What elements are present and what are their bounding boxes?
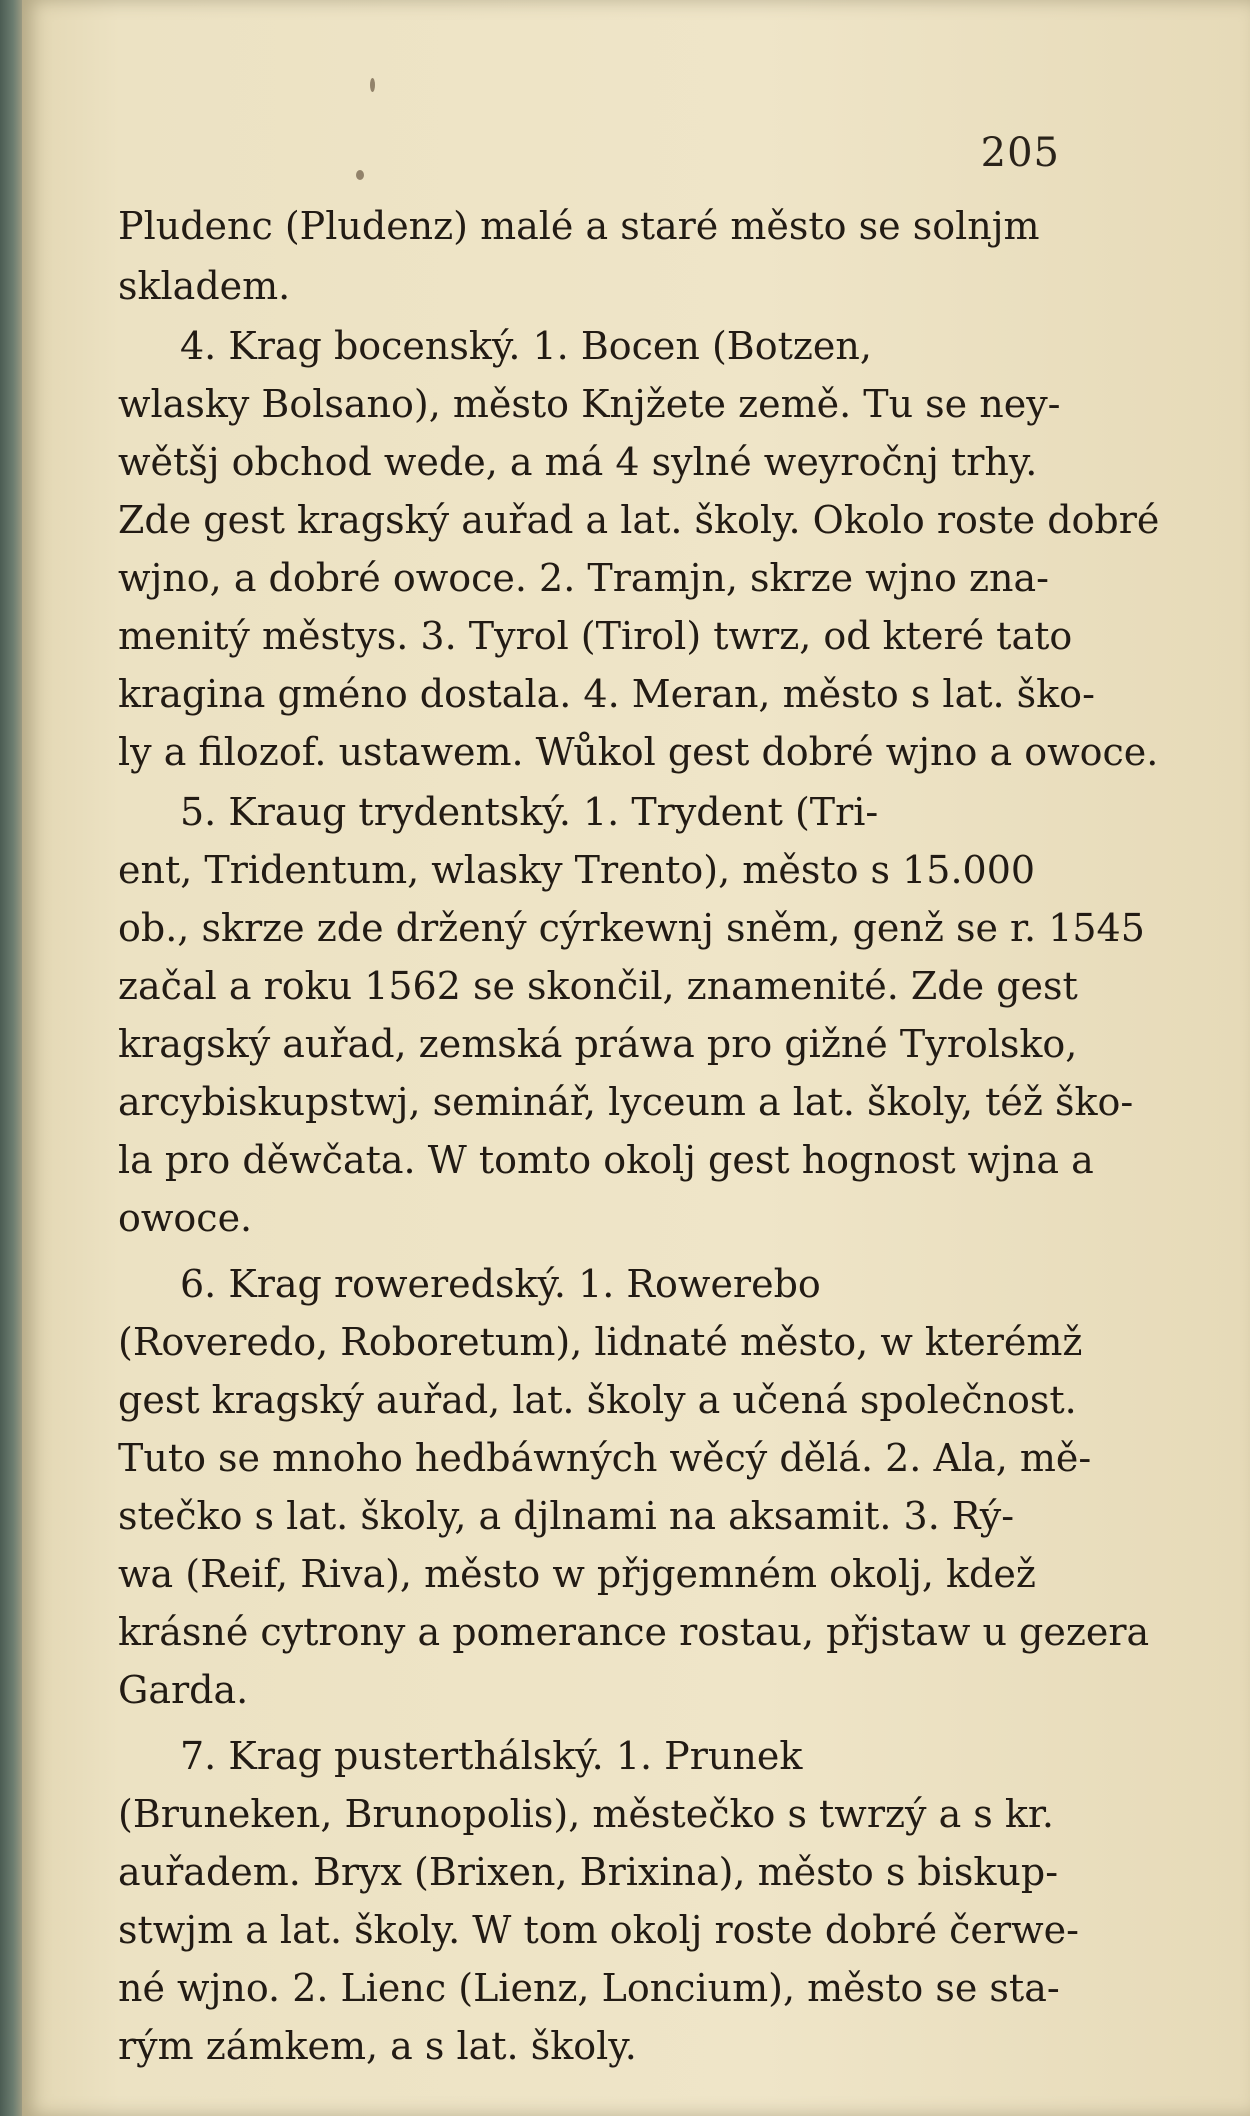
text-line: krásné cytrony a pomerance rostau, přjstaw u gezera <box>118 1610 1150 1654</box>
text-line: menitý městys. 3. Tyrol (Tirol) twrz, od které tato <box>118 614 1073 658</box>
text-line: la pro děwčata. W tomto okolj gest hognost wjna a <box>118 1138 1094 1182</box>
text-line: wa (Reif, Riva), město w přjgemném okolj, kdež <box>118 1552 1036 1596</box>
page-number: 205 <box>980 130 1060 176</box>
text-line: stwjm a lat. školy. W tom okolj roste dobré čerwe- <box>118 1908 1079 1952</box>
text-line: 5. Kraug trydentský. 1. Trydent (Tri- <box>180 790 879 834</box>
text-line: (Bruneken, Brunopolis), městečko s twrzý a s kr. <box>118 1792 1054 1836</box>
text-line: né wjno. 2. Lienc (Lienz, Loncium), město se sta- <box>118 1966 1060 2010</box>
text-line: Garda. <box>118 1668 249 1712</box>
book-gutter <box>0 0 22 2116</box>
text-line: ent, Tridentum, wlasky Trento), město s 15.000 <box>118 848 1036 892</box>
text-line: Zde gest kragský auřad a lat. školy. Okolo roste dobré <box>118 498 1160 542</box>
text-line: (Roveredo, Roboretum), lidnaté město, w kterémž <box>118 1320 1083 1364</box>
text-line: skladem. <box>118 264 291 308</box>
text-line: wjno, a dobré owoce. 2. Tramjn, skrze wjno zna- <box>118 556 1049 600</box>
text-line: arcybiskupstwj, seminář, lyceum a lat. školy, též ško- <box>118 1080 1134 1124</box>
text-line: kragský auřad, zemská práwa pro gižné Tyrolsko, <box>118 1022 1078 1066</box>
text-line: začal a roku 1562 se skončil, znamenité. Zde gest <box>118 964 1078 1008</box>
ink-spot <box>370 78 375 92</box>
text-line: auřadem. Bryx (Brixen, Brixina), město s biskup- <box>118 1850 1059 1894</box>
text-line: 6. Krag roweredský. 1. Rowerebo <box>180 1262 821 1306</box>
text-line: wětšj obchod wede, a má 4 sylné weyročnj trhy. <box>118 440 1038 484</box>
text-line: wlasky Bolsano), město Knjžete země. Tu se ney- <box>118 382 1061 426</box>
text-line: owoce. <box>118 1196 253 1240</box>
text-line: rým zámkem, a s lat. školy. <box>118 2024 637 2068</box>
text-line: ob., skrze zde držený cýrkewnj sněm, genž se r. 1545 <box>118 906 1145 950</box>
text-line: ly a filozof. ustawem. Wůkol gest dobré wjno a owoce. <box>118 730 1159 774</box>
text-line: Tuto se mnoho hedbáwných wěcý dělá. 2. Ala, mě- <box>118 1436 1092 1480</box>
text-line: 4. Krag bocenský. 1. Bocen (Botzen, <box>180 324 872 368</box>
text-line: gest kragský auřad, lat. školy a učená společnost. <box>118 1378 1077 1422</box>
text-line: stečko s lat. školy, a djlnami na aksamit. 3. Rý- <box>118 1494 1015 1538</box>
text-line: Pludenc (Pludenz) malé a staré město se solnjm <box>118 204 1040 248</box>
text-line: kragina gméno dostala. 4. Meran, město s lat. ško- <box>118 672 1095 716</box>
book-page <box>22 0 1250 2116</box>
text-line: 7. Krag pusterthálský. 1. Prunek <box>180 1734 803 1778</box>
ink-spot <box>356 170 364 180</box>
